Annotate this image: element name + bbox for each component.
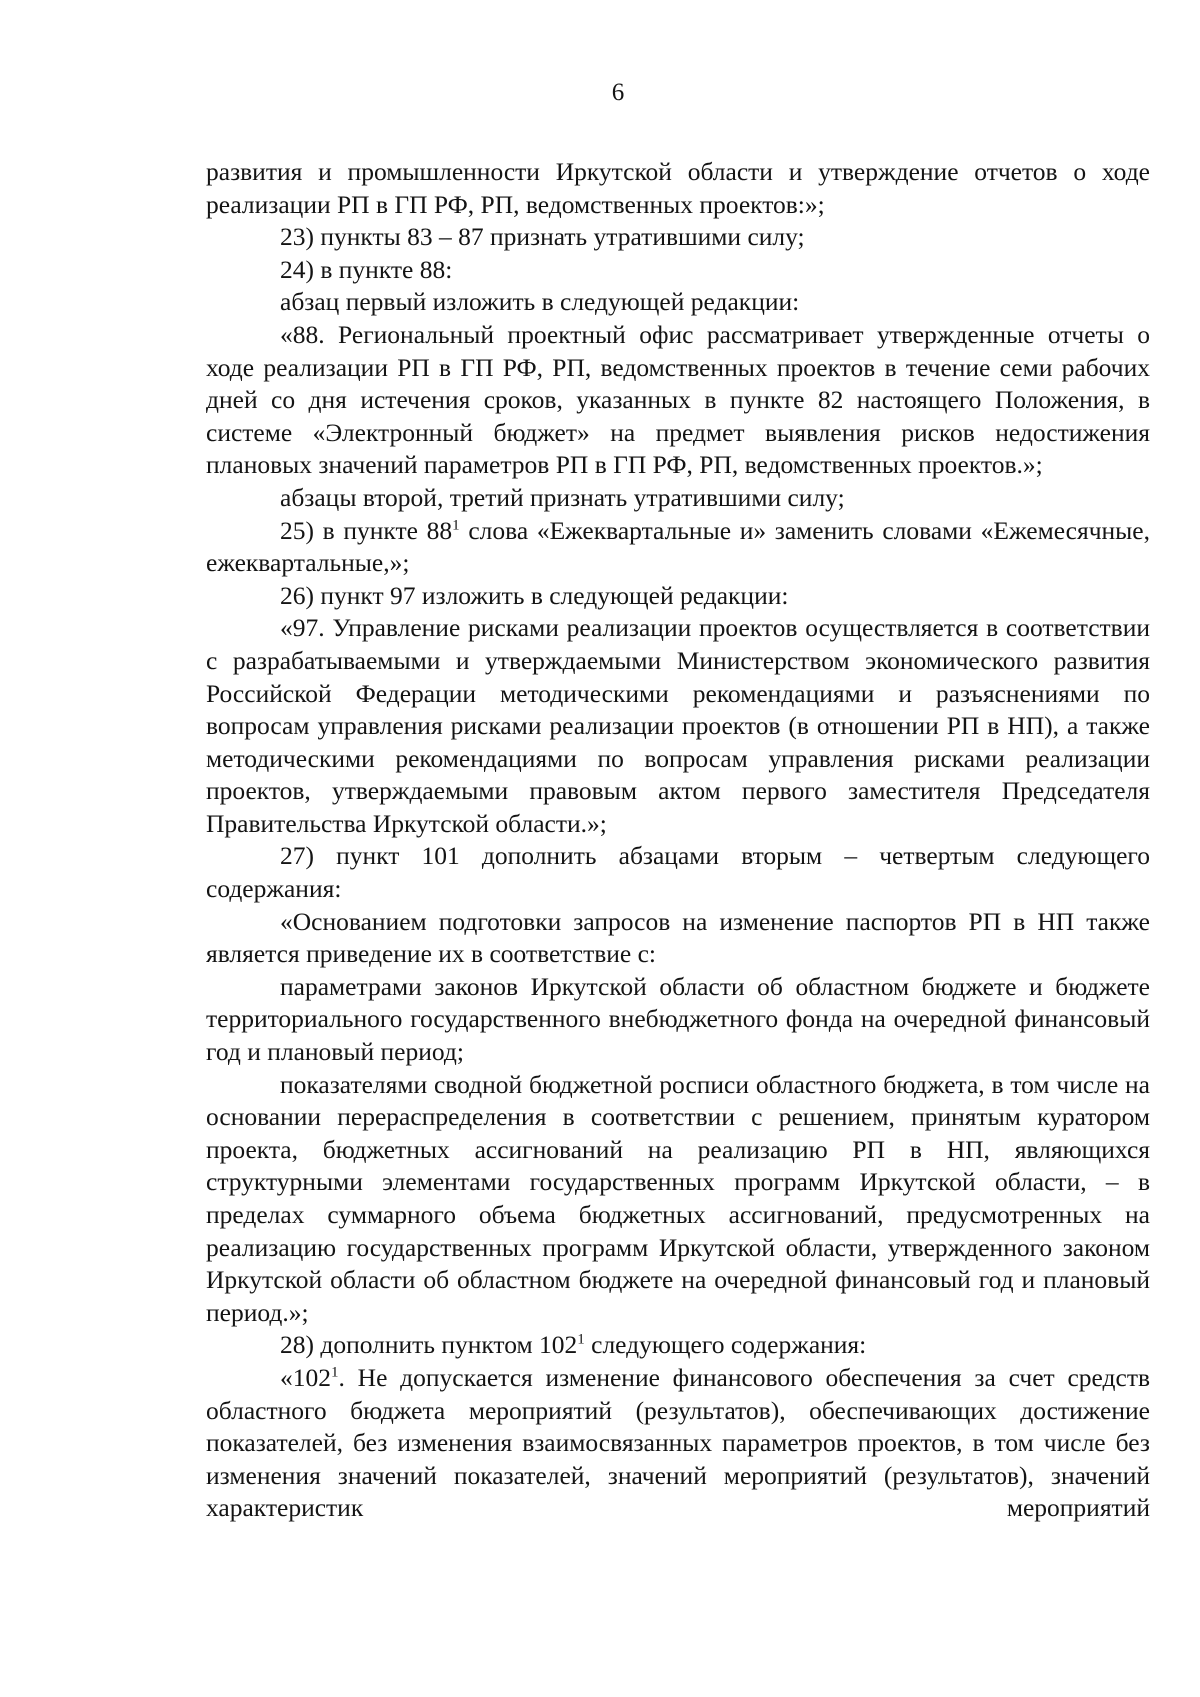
paragraph: параметрами законов Иркутской области об областном бюджете и бюджете территориального государственного внебюджетного фонда на очередной финансовый год и плановый период;: [206, 971, 1150, 1067]
superscript: 1: [452, 516, 460, 533]
page-number: 6: [611, 79, 625, 106]
paragraph: 27) пункт 101 дополнить абзацами вторым – четвертым следующего содержания:: [206, 841, 1150, 904]
paragraph: показателями сводной бюджетной росписи областного бюджета, в том числе на основании перераспределения в соответствии с решением, принятым куратором проекта, бюджетных ассигнований на реализацию РП в НП, являющихся структурными элементами государственных программ Иркутской области, – в пределах суммарного объема бюджетных ассигнований, предусмотренных на реализацию государственных программ Иркутской области, утвержденного законом Иркутской области об областном бюджете на очередной финансовый год и плановый период.»;: [206, 1069, 1150, 1327]
paragraph-text: . Не допускается изменение финансового обеспечения за счет средств областного бюджета мероприятий (результатов), обеспечивающих достижение показателей, без изменения взаимосвязанных параметров проектов, в том числе без изменения значений показателей, значений мероприятий (результатов), значений характеристик мероприятий: [206, 1362, 1150, 1523]
paragraph: «97. Управление рисками реализации проектов осуществляется в соответствии с разрабатываемыми и утверждаемыми Министерством экономического развития Российской Федерации методическими рекомендациями и разъяснениями по вопросам управления рисками реализации проектов (в отношении РП в НП), а также методическими рекомендациями по вопросам управления рисками реализации проектов, утверждаемыми правовым актом первого заместителя Председателя Правительства Иркутской области.»;: [206, 613, 1150, 838]
document-body: [206, 156, 1150, 1525]
paragraph: [206, 515, 1150, 580]
paragraph: «88. Региональный проектный офис рассматривает утвержденные отчеты о ходе реализации РП в ГП РФ, РП, ведомственных проектов в течение семи рабочих дней со дня истечения сроков, указанных в пункте 82 настоящего Положения, в системе «Электронный бюджет» на предмет выявления рисков недостижения плановых значений параметров РП в ГП РФ, РП, ведомственных проектов.»;: [206, 319, 1150, 480]
paragraph: развития и промышленности Иркутской области и утверждение отчетов о ходе реализации РП в ГП РФ, РП, ведомственных проектов:»;: [206, 157, 1150, 219]
superscript: 1: [331, 1364, 339, 1381]
paragraph: [206, 1362, 1150, 1525]
paragraph: 26) пункт 97 изложить в следующей редакции:: [280, 580, 789, 610]
paragraph: 24) в пункте 88:: [280, 254, 453, 284]
paragraph-text: слова «Ежеквартальные и» заменить словами «Ежемесячные, ежеквартальные,»;: [206, 515, 1150, 578]
paragraph: «Основанием подготовки запросов на изменение паспортов РП в НП также является приведение их в соответствие с:: [206, 906, 1150, 969]
paragraph: абзацы второй, третий признать утратившими силу;: [280, 482, 845, 512]
paragraph: 23) пункты 83 – 87 признать утратившими силу;: [280, 222, 805, 252]
paragraph: абзац первый изложить в следующей редакции:: [280, 287, 800, 317]
paragraph-text: следующего содержания:: [584, 1330, 867, 1360]
superscript: 1: [577, 1331, 585, 1348]
paragraph-text: 28) дополнить пунктом 102: [280, 1330, 578, 1360]
paragraph-text: «102: [280, 1362, 331, 1392]
paragraph-text: 25) в пункте 88: [280, 515, 453, 545]
paragraph: [206, 1329, 1150, 1362]
